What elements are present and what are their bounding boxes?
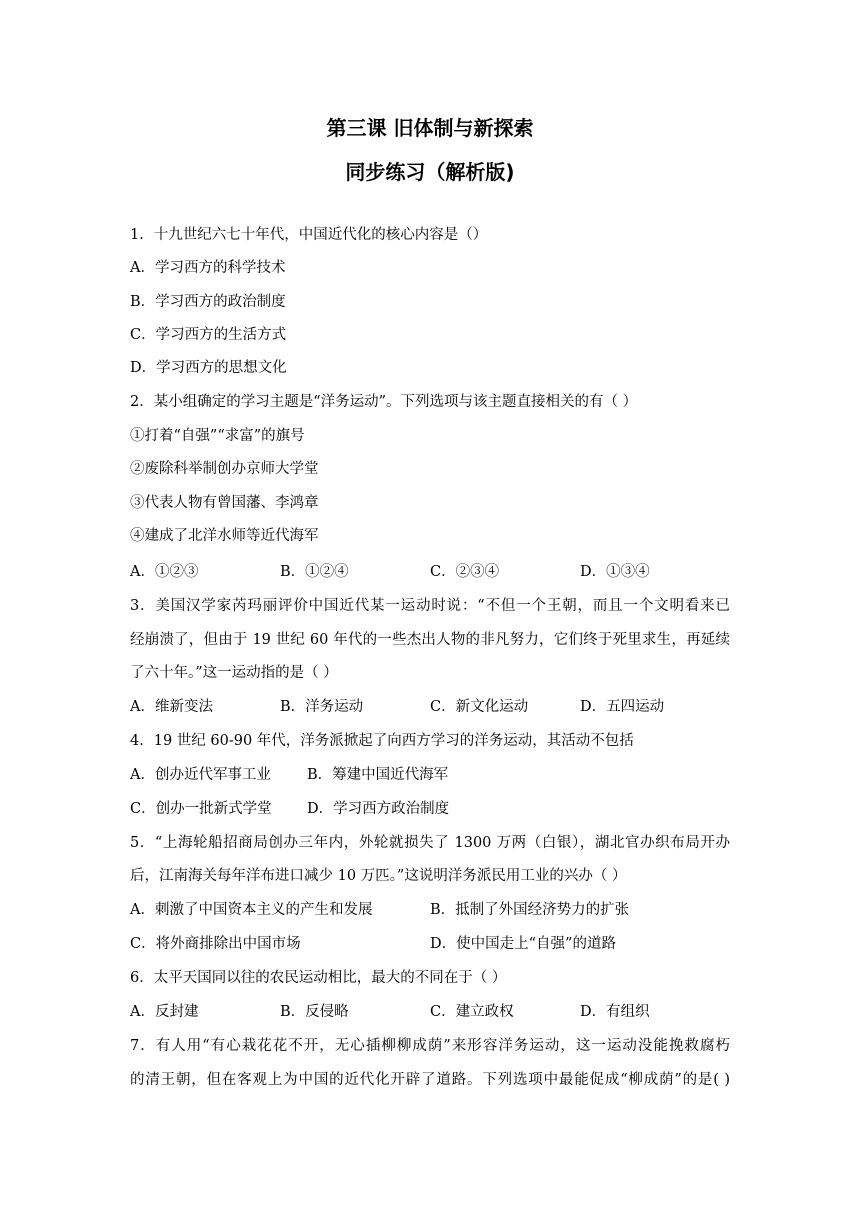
question-1-option-d: D．学习西方的思想文化 <box>130 360 287 376</box>
question-2-item-2: ②废除科举制创办京师大学堂 <box>130 461 319 477</box>
question-3-line-1: 3．美国汉学家芮玛丽评价中国近代某一运动时说：“不但一个王朝，而且一个文明看来已 <box>130 598 730 614</box>
question-3-option-a: A．维新变法 <box>130 699 213 715</box>
question-4-option-b: B．筹建中国近代海军 <box>307 767 449 783</box>
question-3-option-c: C．新文化运动 <box>430 699 529 715</box>
question-5-option-a: A．刺激了中国资本主义的产生和发展 <box>130 902 373 918</box>
document-subtitle: 同步练习（解析版) <box>345 160 515 184</box>
question-4-option-d: D．学习西方政治制度 <box>307 801 450 817</box>
question-2-item-4: ④建成了北洋水师等近代海军 <box>130 528 319 544</box>
question-2-stem: 2．某小组确定的学习主题是“洋务运动”。下列选项与该主题直接相关的有（ ） <box>130 394 638 410</box>
question-6-stem: 6．太平天国同以往的农民运动相比，最大的不同在于（ ） <box>130 970 507 986</box>
question-6-option-c: C．建立政权 <box>430 1004 514 1020</box>
question-5-option-b: B．抵制了外国经济势力的扩张 <box>430 902 630 918</box>
question-5-option-d: D．使中国走上“自强”的道路 <box>430 936 616 952</box>
question-4-stem: 4．19 世纪 60-90 年代，洋务派掀起了向西方学习的洋务运动，其活动不包括 <box>130 733 634 749</box>
question-5-option-c: C．将外商排除出中国市场 <box>130 936 301 952</box>
question-6-option-b: B．反侵略 <box>280 1004 349 1020</box>
question-2-option-a: A．①②③ <box>130 564 199 580</box>
question-2-option-b: B．①②④ <box>280 564 349 580</box>
question-7-line-1: 7．有人用“有心栽花花不开，无心插柳柳成荫”来形容洋务运动，这一运动没能挽救腐朽 <box>130 1038 730 1054</box>
question-2-item-3: ③代表人物有曾国藩、李鸿章 <box>130 495 319 511</box>
question-2-option-d: D．①③④ <box>580 564 650 580</box>
question-6-option-d: D．有组织 <box>580 1004 650 1020</box>
question-5-line-1: 5．“上海轮船招商局创办三年内，外轮就损失了 1300 万两（白银），湖北官办织布局开办 <box>130 835 730 851</box>
question-3-line-2: 经崩溃了，但由于 19 世纪 60 年代的一些杰出人物的非凡努力，它们终于死里求生，再延续 <box>130 632 730 648</box>
question-2-item-1: ①打着“自强”“求富”的旗号 <box>130 428 305 444</box>
question-3-option-d: D．五四运动 <box>580 699 665 715</box>
question-1-option-b: B．学习西方的政治制度 <box>130 294 286 310</box>
question-5-line-2: 后，江南海关每年洋布进口减少 10 万匹。”这说明洋务派民用工业的兴办（ ） <box>130 868 627 884</box>
question-2-option-c: C．②③④ <box>430 564 500 580</box>
question-4-option-a: A．创办近代军事工业 <box>130 767 271 783</box>
question-7-line-2: 的清王朝，但在客观上为中国的近代化开辟了道路。下列选项中最能促成“柳成荫”的是( ) <box>130 1072 730 1088</box>
document-title: 第三课 旧体制与新探索 <box>326 116 534 140</box>
question-1-option-a: A．学习西方的科学技术 <box>130 260 286 276</box>
question-4-option-c: C．创办一批新式学堂 <box>130 801 272 817</box>
question-1-stem: 1．十九世纪六七十年代，中国近代化的核心内容是（） <box>130 227 488 243</box>
question-3-line-3: 了六十年。”这一运动指的是（ ） <box>130 665 338 681</box>
question-3-option-b: B．洋务运动 <box>280 699 364 715</box>
question-6-option-a: A．反封建 <box>130 1004 199 1020</box>
question-1-option-c: C．学习西方的生活方式 <box>130 327 287 343</box>
